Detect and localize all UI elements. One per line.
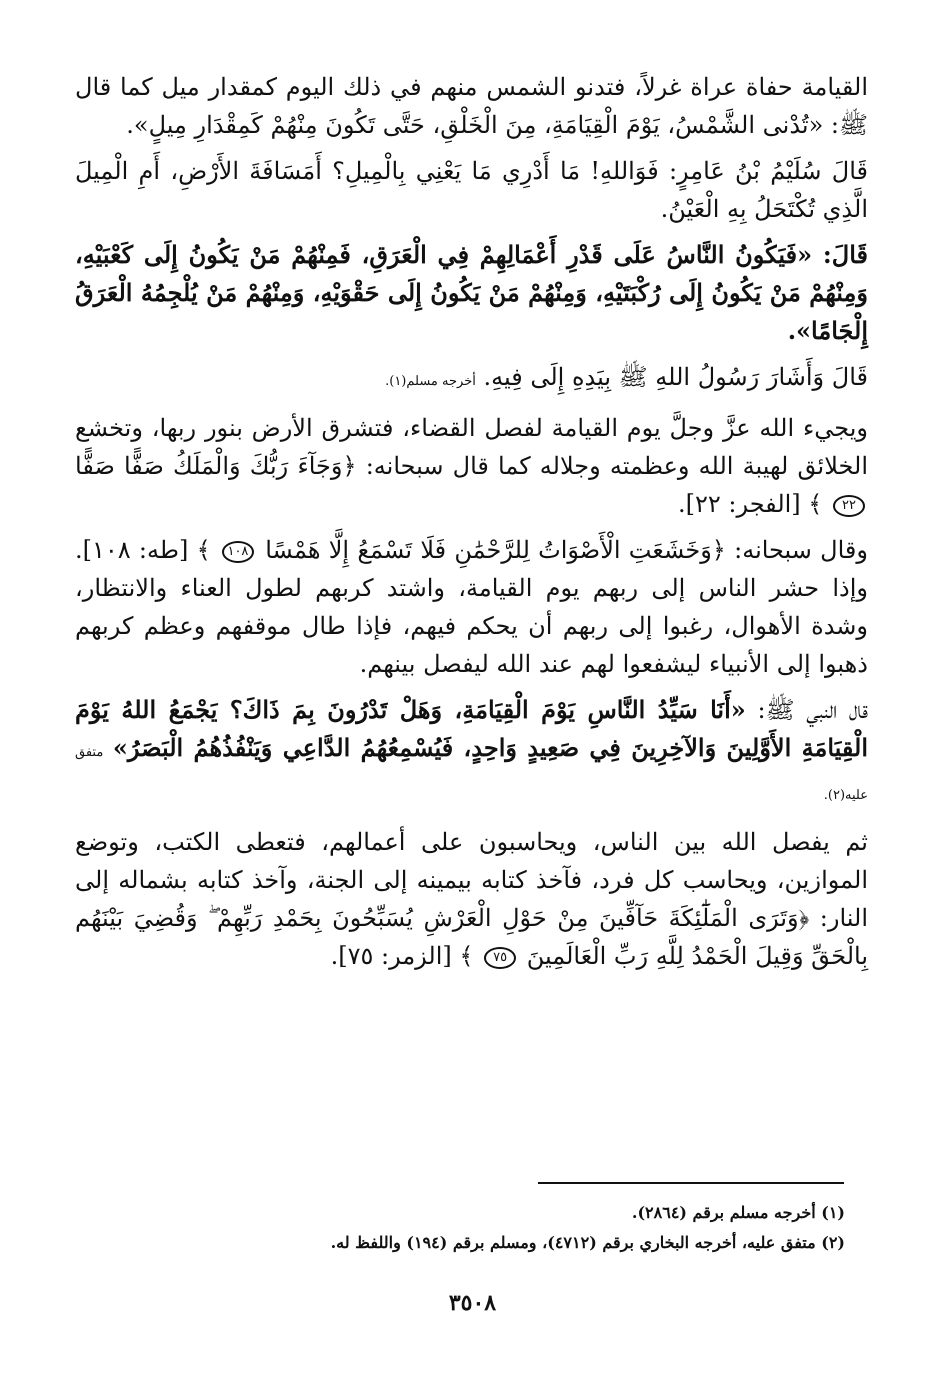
paragraph-text: قَالَ وَأَشَارَ رَسُولُ اللهِ ﷺ بِيَدِهِ إِلَى فِيهِ. <box>483 363 868 391</box>
paragraph-text: ﴾ [طه: ١٠٨]. وإذا حشر الناس إلى ربهم يوم القيامة، واشتد كربهم لطول العناء والانتظار، وشدة الأهوال، رغبوا إلى ربهم أن يحكم فيهم، فإذا طال موقفهم وعظم كربهم ذهبوا إلى الأنبياء ليشفعوا لهم عند الله ليفصل بينهم. <box>75 536 869 678</box>
ayah-number-marker: ٢٢ <box>833 495 865 517</box>
paragraph-text: القيامة حفاة عراة غرلاً، فتدنو الشمس منهم في ذلك اليوم كمقدار ميل كما قال ﷺ: «تُدْنى الشَّمْسُ، يَوْمَ الْقِيَامَةِ، مِنَ الْخَلْقِ، حَتَّى تَكُونَ مِنْهُمْ كَمِقْدَارِ مِيلٍ». <box>75 73 868 139</box>
paragraph-gesture <box>75 358 868 401</box>
quran-reference: ﴾ [الفجر: ٢٢]. <box>677 490 823 518</box>
paragraph-sweat-hadith <box>75 236 868 350</box>
quran-reference: ﴾ [الزمر: ٧٥]. <box>330 942 474 970</box>
paragraph-final-judgement <box>75 823 868 975</box>
footnote-2: (٢) متفق عليه، أخرجه البخاري برقم (٤٧١٢)، ومسلم برقم (١٩٤) واللفظ له. <box>330 1233 845 1252</box>
footnotes <box>75 1198 845 1258</box>
ayah-number-marker: ٧٥ <box>484 947 516 969</box>
paragraph-voices-humbled <box>75 531 868 683</box>
page-body <box>75 68 868 983</box>
paragraph-text: ويجيء الله عزَّ وجلَّ يوم القيامة لفصل القضاء، فتشرق الأرض بنور ربها، وتخشع الخلائق لهيبة الله وعظمته وجلاله كما قال سبحانه: ﴿وَجَآءَ رَبُّكَ وَالْمَلَكُ صَفًّا صَفًّا <box>75 414 868 480</box>
page-number: ٣٥٠٨ <box>448 1290 497 1316</box>
paragraph-text: قَالَ سُلَيْمُ بْنُ عَامِرٍ: فَوَاللهِ! مَا أَدْرِي مَا يَعْنِي بِالْمِيلِ؟ أَمَسَافَةَ الأَرْضِ، أَمِ الْمِيلَ الَّذِي تُكْتَحَلُ بِهِ الْعَيْنُ. <box>75 157 868 223</box>
hadith-reference: أخرجه مسلم(١). <box>385 374 476 389</box>
ayah-number-marker: ١٠٨ <box>222 541 254 563</box>
hadith-text: قَالَ: «فَيَكُونُ النَّاسُ عَلَى قَدْرِ أَعْمَالِهِمْ فِي الْعَرَقِ، فَمِنْهُمْ مَنْ يَكُونُ إِلَى كَعْبَيْهِ، وَمِنْهُمْ مَنْ يَكُونُ إِلَى رُكْبَتَيْهِ، وَمِنْهُمْ مَنْ يَكُونُ إِلَى حَقْوَيْهِ، وَمِنْهُمْ مَنْ يُلْجِمُهُ الْعَرَقُ إِلْجَامًا». <box>75 240 868 345</box>
hadith-reference: متفق عليه(٢). <box>75 745 868 803</box>
paragraph-master-of-people <box>75 691 868 815</box>
hadith-text: «أَنَا سَيِّدُ النَّاسِ يَوْمَ الْقِيَامَةِ، وَهَلْ تَدْرُونَ بِمَ ذَاكَ؟ يَجْمَعُ اللهُ يَوْمَ الْقِيَامَةِ الأَوَّلِينَ وَالآخِرِينَ فِي صَعِيدٍ وَاحِدٍ، فَيُسْمِعُهُمُ الدَّاعِي وَيَنْفُذُهُمُ الْبَصَرُ» <box>75 695 869 762</box>
footnote-divider <box>538 1182 844 1184</box>
paragraph-text: وقال سبحانه: ﴿وَخَشَعَتِ الْأَصْوَاتُ لِلرَّحْمَٰنِ فَلَا تَسْمَعُ إِلَّا هَمْسًا <box>265 536 868 564</box>
footnote-1: (١) أخرجه مسلم برقم (٢٨٦٤). <box>631 1203 845 1222</box>
paragraph-text: قال النبي ﷺ: <box>745 696 869 724</box>
paragraph-sulaym-quote <box>75 152 868 228</box>
paragraph-text: ثم يفصل الله بين الناس، ويحاسبون على أعمالهم، فتعطى الكتب، وتوضع الموازين، ويحاسب كل فرد، فآخذ كتابه بيمينه إلى الجنة، وآخذ كتابه بشماله إلى النار: ﴿وَتَرَى الْمَلَٰٓئِكَةَ حَآفِّينَ مِنْ حَوْلِ الْعَرْشِ يُسَبِّحُونَ بِحَمْدِ رَبِّهِمْ ۖ وَقُضِيَ بَيْنَهُم بِالْحَقِّ وَقِيلَ الْحَمْدُ لِلَّهِ رَبِّ الْعَالَمِينَ <box>75 828 868 970</box>
paragraph-judgement-day <box>75 409 868 523</box>
paragraph-sun-near <box>75 68 868 144</box>
